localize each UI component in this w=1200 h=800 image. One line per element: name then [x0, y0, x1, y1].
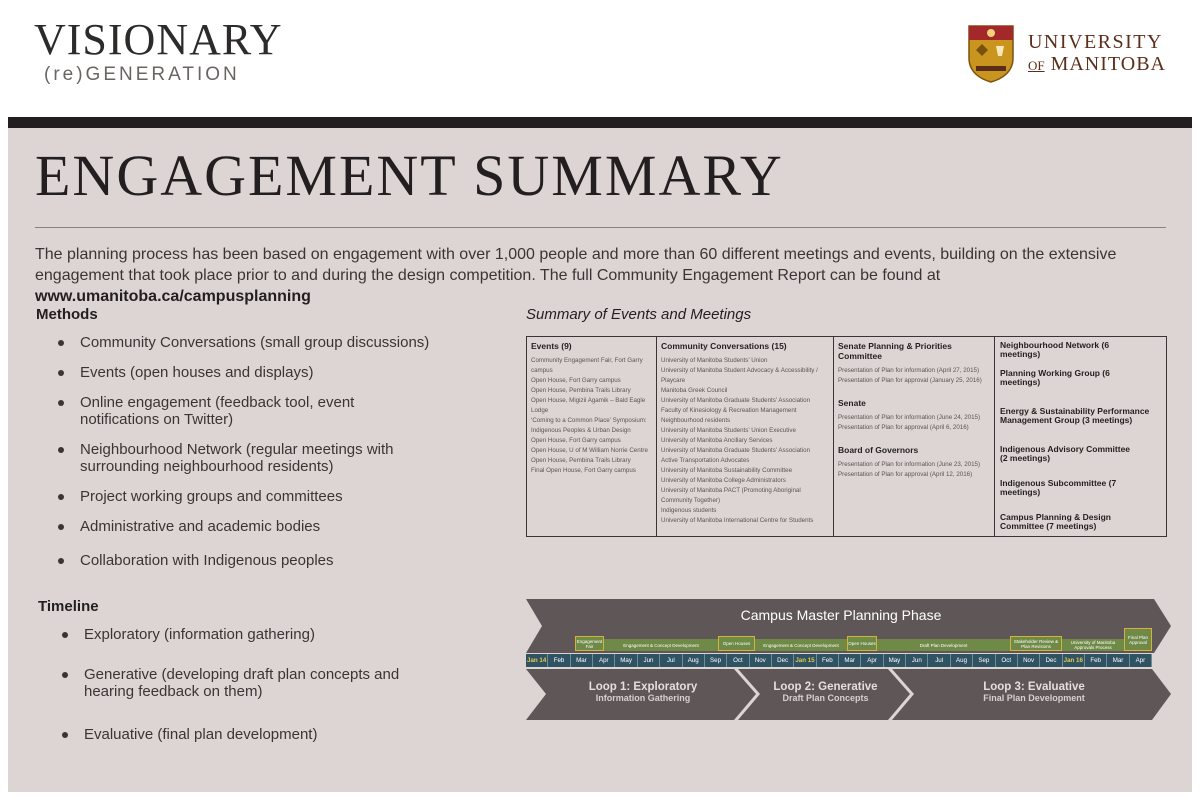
group-item: Planning Working Group (6 meetings) — [1000, 368, 1110, 387]
events-heading: Events (9) — [531, 341, 572, 351]
month-label: Jan 14 — [526, 654, 548, 667]
senate-item: Presentation of Plan for approval (April 6, 2016) — [838, 424, 969, 431]
month-label: Oct — [727, 654, 749, 667]
planning-timeline-graphic — [526, 599, 1172, 720]
timeline-heading: Timeline — [38, 598, 99, 615]
intro-text: The planning process has been based on engagement with over 1,000 people and more than 60 different meetings and events, building on the extensive engagement that took place prior to and during the design competition. The full Community Engagement Report can be found at — [35, 246, 1117, 284]
brand-title: VISIONARY — [34, 15, 283, 64]
event-item: Lodge — [531, 407, 549, 414]
month-label: Jan 16 — [1063, 654, 1085, 667]
conversation-item: Faculty of Kinesiology & Recreation Management — [661, 407, 797, 414]
month-label: Jul — [928, 654, 950, 667]
spc-item: Presentation of Plan for information (April 27, 2015) — [838, 367, 980, 374]
conversation-item: University of Manitoba Students’ Union — [661, 357, 768, 364]
bog-item: Presentation of Plan for approval (April 12, 2016) — [838, 471, 973, 478]
method-item: Online engagement (feedback tool, event notifications on Twitter) — [58, 394, 354, 428]
group-item: Campus Planning & Design Committee (7 meetings) — [1000, 512, 1111, 531]
brand-logo — [34, 15, 283, 86]
method-item: Administrative and academic bodies — [58, 518, 320, 535]
conversation-item: University of Manitoba PACT (Promoting Aboriginal — [661, 487, 801, 494]
event-stakeholder-review: Stakeholder Review & Plan Revisions — [1010, 636, 1062, 651]
event-open-houses-1: Open Houses — [718, 636, 755, 651]
conversations-column — [657, 337, 834, 536]
conversation-item: University of Manitoba Graduate Students’ Association — [661, 447, 811, 454]
university-crest-icon — [966, 24, 1016, 84]
event-open-houses-2: Open Houses — [847, 636, 877, 651]
event-approvals-process: University of Manitoba Approvals Process — [1062, 639, 1124, 651]
event-draft-plan-development: Draft Plan Development — [877, 639, 1010, 651]
month-label: Jun — [638, 654, 660, 667]
top-divider-bar — [8, 117, 1192, 128]
month-label: Mar — [839, 654, 861, 667]
events-list — [531, 356, 652, 476]
conversations-heading: Community Conversations (15) — [661, 341, 787, 351]
conversation-item: Community Together) — [661, 497, 721, 504]
event-concept-development-1: Engagement & Concept Development — [604, 639, 718, 651]
conversation-item: University of Manitoba Student Advocacy & Accessibility / — [661, 367, 818, 374]
timeline-item: Exploratory (information gathering) — [62, 626, 315, 643]
university-name-line1: UNIVERSITY — [1027, 31, 1163, 53]
month-label: Apr — [861, 654, 883, 667]
method-item: Community Conversations (small group discussions) — [58, 334, 429, 351]
conversation-item: Indigenous students — [661, 507, 717, 514]
event-item: Open House, Fort Garry campus — [531, 377, 621, 384]
conversation-item: University of Manitoba Ancillary Services — [661, 437, 773, 444]
event-final-plan-approval: Final Plan Approval — [1124, 628, 1152, 651]
page-title: ENGAGEMENT SUMMARY — [35, 143, 784, 208]
month-label: Sep — [973, 654, 995, 667]
campus-planning-link[interactable]: www.umanitoba.ca/campusplanning — [35, 288, 311, 305]
event-item: Community Engagement Fair, Fort Garry — [531, 357, 643, 364]
spc-heading: Senate Planning & Priorities Committee — [838, 341, 952, 361]
university-logo — [966, 24, 1166, 84]
group-item: Energy & Sustainability Performance Management Group (3 meetings) — [1000, 406, 1150, 425]
month-label: Apr — [593, 654, 615, 667]
methods-heading: Methods — [36, 306, 98, 323]
group-item: Indigenous Subcommittee (7 meetings) — [1000, 478, 1117, 497]
events-column — [527, 337, 657, 536]
governance-column — [834, 337, 995, 536]
event-item: Indigenous Peoples & Urban Design — [531, 427, 631, 434]
month-label: Dec — [1040, 654, 1062, 667]
month-label: Mar — [571, 654, 593, 667]
month-label: May — [615, 654, 637, 667]
loop-3-label: Loop 3: Evaluative Final Plan Development — [983, 681, 1085, 703]
spc-item: Presentation of Plan for approval (January 25, 2016) — [838, 377, 982, 384]
method-item: Events (open houses and displays) — [58, 364, 313, 381]
month-label: Jul — [660, 654, 682, 667]
conversation-item: University of Manitoba College Administrators — [661, 477, 786, 484]
month-label: Nov — [750, 654, 772, 667]
conversation-item: Manitoba Greek Council — [661, 387, 728, 394]
conversation-item: Neighbourhood residents — [661, 417, 731, 424]
loop-2-label: Loop 2: Generative Draft Plan Concepts — [773, 681, 878, 703]
bog-item: Presentation of Plan for information (June 23, 2015) — [838, 461, 981, 468]
method-item: Project working groups and committees — [58, 488, 343, 505]
senate-heading: Senate — [838, 398, 866, 408]
month-label: May — [884, 654, 906, 667]
loop-1-label: Loop 1: Exploratory Information Gathering — [588, 681, 698, 703]
event-item: Open House, U of M William Norrie Centre — [531, 447, 648, 454]
event-item: campus — [531, 367, 553, 374]
month-label: Feb — [548, 654, 570, 667]
timeline-item: Evaluative (final plan development) — [62, 726, 317, 743]
conversation-item: University of Manitoba Students’ Union Executive — [661, 427, 796, 434]
university-name-line2: MANITOBA — [1050, 53, 1166, 75]
month-label: Feb — [817, 654, 839, 667]
month-label: Nov — [1018, 654, 1040, 667]
conversation-item: Active Transportation Advocates — [661, 457, 750, 464]
conversation-item: University of Manitoba Sustainability Committee — [661, 467, 793, 474]
month-label: Feb — [1085, 654, 1107, 667]
event-item: Open House, Fort Garry campus — [531, 437, 621, 444]
group-item: Neighbourhood Network (6 meetings) — [1000, 340, 1110, 359]
event-item: Open House, Migizii Agamik – Bald Eagle — [531, 397, 646, 404]
event-item: Final Open House, Fort Garry campus — [531, 467, 636, 474]
summary-title: Summary of Events and Meetings — [526, 306, 752, 323]
month-label: Aug — [951, 654, 973, 667]
phase-label: Campus Master Planning Phase — [740, 607, 942, 623]
month-bar — [526, 654, 1152, 667]
brand-subtitle: (re)GENERATION — [44, 64, 240, 85]
month-label: Oct — [996, 654, 1018, 667]
groups-column — [995, 337, 1166, 536]
title-rule — [35, 227, 1166, 228]
method-item: Collaboration with Indigenous peoples — [58, 552, 334, 569]
timeline-list — [62, 626, 482, 756]
event-concept-development-2: Engagement & Concept Development — [755, 639, 847, 651]
month-label: Mar — [1107, 654, 1129, 667]
event-item: ‘Coming to a Common Place’ Symposium: — [531, 417, 647, 424]
spc-list — [838, 366, 990, 386]
intro-paragraph — [35, 244, 1175, 307]
month-label: Jan 15 — [794, 654, 816, 667]
methods-list — [58, 334, 478, 574]
event-engagement-fair: Engagement Fair — [575, 636, 604, 651]
month-label: Aug — [683, 654, 705, 667]
conversation-item: University of Manitoba International Centre for Students — [661, 517, 814, 524]
month-label: Apr — [1130, 654, 1152, 667]
timeline-item: Generative (developing draft plan concepts and hearing feedback on them) — [62, 666, 399, 700]
conversations-list — [661, 356, 829, 526]
month-label: Dec — [772, 654, 794, 667]
conversation-item: University of Manitoba Graduate Students’ Association — [661, 397, 811, 404]
month-label: Jun — [906, 654, 928, 667]
bog-heading: Board of Governors — [838, 445, 919, 455]
senate-item: Presentation of Plan for information (June 24, 2015) — [838, 414, 981, 421]
senate-list — [838, 413, 990, 433]
university-name-prefix: OF — [1027, 58, 1045, 73]
event-item: Open House, Pembina Trails Library — [531, 387, 631, 394]
month-label: Sep — [705, 654, 727, 667]
bog-list — [838, 460, 990, 480]
conversation-item: Playcare — [661, 377, 686, 384]
summary-table — [526, 336, 1167, 537]
event-item: Open House, Pembina Trails Library — [531, 457, 631, 464]
method-item: Neighbourhood Network (regular meetings with surrounding neighbourhood residents) — [58, 441, 394, 475]
group-item: Indigenous Advisory Committee (2 meetings) — [1000, 444, 1131, 463]
